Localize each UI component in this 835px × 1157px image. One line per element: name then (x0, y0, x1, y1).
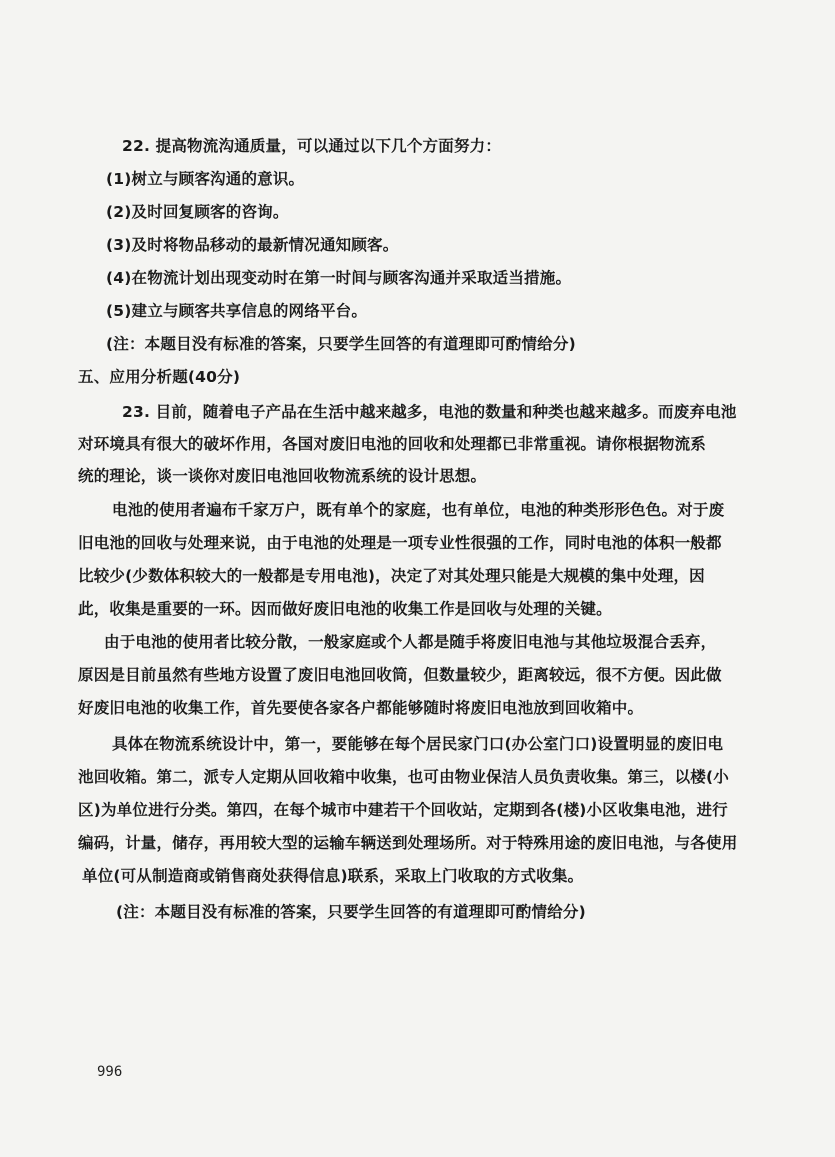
q23-question-line-2: 对环境具有很大的破坏作用，各国对废旧电池的回收和处理都已非常重视。请你根据物流系 (78, 435, 707, 453)
q23-para1-line-2: 旧电池的回收与处理来说，由于电池的处理是一项专业性很强的工作，同时电池的体积一般都 (78, 534, 722, 552)
page-number: 996 (97, 1064, 123, 1080)
q22-title: 22. 提高物流沟通质量，可以通过以下几个方面努力： (122, 137, 502, 155)
q23-para2-line-3: 好废旧电池的收集工作，首先要使各家各户都能够随时将废旧电池放到回收箱中。 (78, 699, 644, 717)
q23-para2-line-2: 原因是目前虽然有些地方设置了废旧电池回收筒，但数量较少，距离较远，很不方便。因此做 (78, 666, 722, 684)
q23-note: (注：本题目没有标准的答案，只要学生回答的有道理即可酌情给分) (116, 903, 586, 921)
q23-para1-line-3: 比较少(少数体积较大的一般都是专用电池)，决定了对其处理只能是大规模的集中处理，因 (78, 567, 705, 585)
q23-para3-line-1: 具体在物流系统设计中，第一，要能够在每个居民家门口(办公室门口)设置明显的废旧电 (112, 735, 724, 753)
q23-para3-line-2: 池回收箱。第二，派专人定期从回收箱中收集，也可由物业保洁人员负责收集。第三，以楼(小 (78, 768, 729, 786)
q23-para3-line-3: 区)为单位进行分类。第四，在每个城市中建若干个回收站，定期到各(楼)小区收集电池，进行 (78, 801, 728, 819)
q23-para2-line-1: 由于电池的使用者比较分散，一般家庭或个人都是随手将废旧电池与其他垃圾混合丢弃， (104, 633, 717, 651)
q23-para1-line-1: 电池的使用者遍布千家万户，既有单个的家庭，也有单位，电池的种类形形色色。对于废 (112, 501, 725, 519)
q23-question-line-3: 统的理论，谈一谈你对废旧电池回收物流系统的设计思想。 (78, 467, 487, 485)
q22-item-1: (1)树立与顾客沟通的意识。 (106, 170, 305, 188)
q23-question-line-1: 23. 目前，随着电子产品在生活中越来越多，电池的数量和种类也越来越多。而废弃电池 (122, 403, 737, 421)
q23-para3-line-5: 单位(可从制造商或销售商处获得信息)联系，采取上门收取的方式收集。 (82, 867, 584, 885)
q22-item-4: (4)在物流计划出现变动时在第一时间与顾客沟通并采取适当措施。 (106, 269, 572, 287)
q22-item-3: (3)及时将物品移动的最新情况通知顾客。 (106, 236, 399, 254)
q22-item-5: (5)建立与顾客共享信息的网络平台。 (106, 302, 368, 320)
section-heading: 五、应用分析题(40分) (78, 368, 241, 386)
q23-para1-line-4: 此，收集是重要的一环。因而做好废旧电池的收集工作是回收与处理的关键。 (78, 600, 612, 618)
q22-note: (注：本题目没有标准的答案，只要学生回答的有道理即可酌情给分) (106, 335, 576, 353)
q22-item-2: (2)及时回复顾客的咨询。 (106, 203, 289, 221)
q23-para3-line-4: 编码，计量，储存，再用较大型的运输车辆送到处理场所。对于特殊用途的废旧电池，与各使用 (78, 834, 738, 852)
